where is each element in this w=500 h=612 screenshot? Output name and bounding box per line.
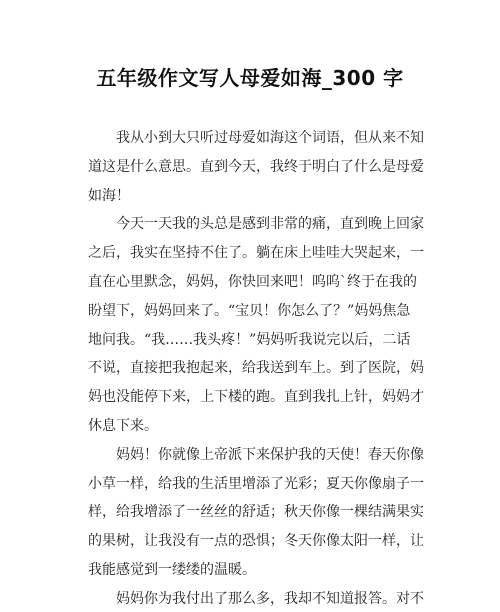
- paragraph-line: 盼望下，妈妈回来了。“宝贝！你怎么了？”妈妈焦急: [88, 302, 411, 319]
- paragraph-line: 直在心里默念，妈妈，你快回来吧！呜呜`终于在我的: [88, 274, 417, 290]
- paragraph-line: 道这是什么意思。直到今天，我终于明白了什么是母爱: [88, 158, 424, 175]
- paragraph-line: 我能感觉到一缕缕的温暖。: [88, 562, 256, 578]
- paragraph-first-line: 妈妈你为我付出了那么多，我却不知道报答。对不: [116, 590, 424, 607]
- paragraph-line: 不说，直接把我抱起来，给我送到车上。到了医院，妈: [88, 360, 424, 377]
- paragraph-line: 如海！: [88, 187, 130, 204]
- paragraph-line: 样，给我增添了一丝丝的舒适；秋天你像一棵结满果实: [88, 504, 424, 521]
- paragraph-line: 妈也没能停下来，上下楼的跑。直到我扎上针，妈妈才: [88, 389, 424, 406]
- paragraph-line: 小草一样，给我的生活里增添了光彩；夏天你像扇子一: [88, 475, 424, 492]
- paragraph-first-line: 我从小到大只听过母爱如海这个词语，但从来不知: [116, 130, 424, 146]
- paragraph-first-line: 今天一天我的头总是感到非常的痛，直到晚上回家: [116, 216, 424, 233]
- paragraph-first-line: 妈妈！你就像上帝派下来保护我的天使！春天你像: [116, 446, 424, 463]
- paragraph-line: 地问我。“我……我头疼！”妈妈听我说完以后，二话: [88, 331, 411, 348]
- page-title: 五年级作文写人母爱如海_300 字: [96, 66, 404, 90]
- paragraph-line: 之后，我实在坚持不住了。躺在床上哇哇大哭起来，一: [88, 245, 424, 262]
- paragraph-line: 休息下来。: [88, 418, 158, 434]
- paragraph-line: 的果树，让我没有一点的恐惧；冬天你像太阳一样，让: [88, 533, 424, 550]
